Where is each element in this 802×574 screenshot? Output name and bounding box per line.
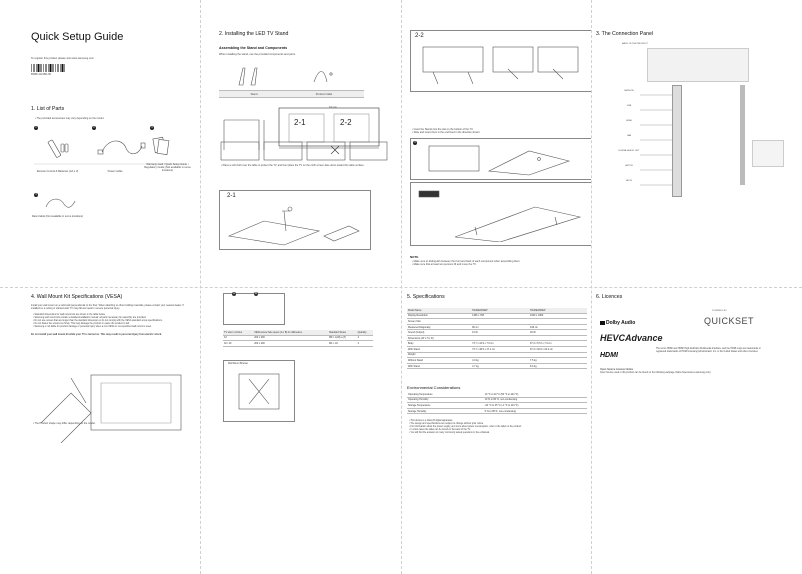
screw-illustration xyxy=(419,141,589,177)
table-header: TV size in inches xyxy=(223,330,253,335)
step-label: 2-1 xyxy=(294,118,306,127)
quickset-logo: QUICKSET xyxy=(704,316,755,326)
part-number: 4 xyxy=(35,193,37,196)
wall-mount-intro: Install your wall mount on a solid wall perpendicular to the floor. When attaching to other building materials, please contact your nearest dealer. If installed on a ceiling or slanted wall, TV may fall and result in severe personal injury. xyxy=(31,304,184,310)
remote-control-icon xyxy=(48,140,68,158)
step-label: 2-2 xyxy=(340,118,352,127)
wall-mount-bullets: • Standard dimensions for wall mount kits are shown in the table below. • Samsung wall mount kits contain a detailed installation manual; all parts necessary for assembly are provided. • Do not use screws that are longer than the standard dimension or do not comply with the VESA standard screw specifications. • Do not fasten the screws too firmly. This may damage the product or cause the product to fall. • Samsung is not liable for product damage or personal injury when a non-VESA or non-specified wall mount is used. xyxy=(33,314,163,328)
hevc-logo: HEVCAdvance xyxy=(600,333,663,343)
port-label: DIGITAL AUDIO OUT xyxy=(618,150,640,152)
data-cable-icon xyxy=(40,195,80,213)
page-title: Quick Setup Guide xyxy=(31,31,124,43)
wall-mount-footer: • The Product shape may differ depending on the model. xyxy=(33,422,96,425)
port-label: LAN xyxy=(626,135,632,137)
back-of-product-label: BACK OF THE PRODUCT xyxy=(622,43,648,45)
part-label: Power Cable xyxy=(107,170,123,173)
stand-parts-illustration xyxy=(219,60,369,90)
section-list-of-parts: 1. List of Parts xyxy=(31,106,65,112)
step-label: 2-1 xyxy=(227,193,236,199)
table-header-stand: Stand xyxy=(250,92,258,96)
hdmi-logo: HDMI xyxy=(600,352,618,359)
table-row: With Stand 4.7 kg 8.0 kg xyxy=(407,363,587,369)
dolby-icon xyxy=(600,321,605,325)
part-label: Warranty Card / Quick Setup Guide / Regulatory Guide (Not available in some locations) xyxy=(144,163,191,173)
callout: A xyxy=(233,292,235,295)
table-header: VESA screw hole specs (A x B) in millimetres xyxy=(253,330,328,335)
section-installing-stand: 2. Installing the LED TV Stand xyxy=(219,31,289,37)
parts-illustration xyxy=(34,130,184,165)
section-specifications: 5. Specifications xyxy=(407,294,445,300)
specs-table xyxy=(407,308,587,369)
env-table xyxy=(407,392,587,414)
step-illustration-box xyxy=(410,138,591,180)
table-header: HG32EJ690W xyxy=(471,308,529,313)
vesa-diagram xyxy=(223,293,285,325)
oss-text: Open Source used in this product can be found on the following webpage (https://opensource.samsung.com) xyxy=(600,372,711,374)
table-row: Measured Diagonally 80 cm 108 cm xyxy=(407,324,587,330)
table-header: HG43EJ690W xyxy=(529,308,587,313)
tv-standing-illustration xyxy=(415,187,587,242)
port-label: SERVICE xyxy=(624,90,634,92)
stand-bullets: • Insert the Stands into the slot on the bottom of the TV. • Slide and insert them in the end fixed in the direction shown. xyxy=(412,128,481,135)
tv-back-panel xyxy=(647,48,749,82)
port-label: USB xyxy=(626,105,632,107)
panel-quick-setup xyxy=(0,0,200,287)
side-info-box xyxy=(752,140,784,167)
power-cable-icon xyxy=(98,141,145,154)
port-lines xyxy=(622,85,682,195)
parts-note: • The provided accessories may vary depending on the model. xyxy=(35,117,105,120)
assembling-title: Assembling the Stand and Components xyxy=(219,46,288,50)
part-number: 3 xyxy=(151,126,153,129)
spec-bullets: • This device is a Class B digital apparatus. • The design and specifications are subject to change without prior notice. • For information about the power supply, and more about power consumption, refer to the label on the product. • In most cases the label can be found on the back of the TV. • You will find the answers to many commonly asked questions in the e-Manual. xyxy=(409,420,522,434)
stand-insert-illustration xyxy=(224,201,364,246)
table-header-cable: Product Cable xyxy=(315,92,333,96)
table-row: With Stand 73.7 x 48.5 x 17.1 cm 97.3 x 62.6 x 20.2 cm xyxy=(407,347,587,353)
part-label: Data Cable (Not available in some locations) xyxy=(31,215,84,218)
hdmi-text: The terms HDMI and HDMI High-Definition Multimedia Interface, and the HDMI Logo are trademarks or registered trademarks of HDMI Licensing Administrator, Inc. in the United States and other countries. xyxy=(656,348,761,353)
table-header: Quantity xyxy=(357,330,373,335)
wall-mount-illustration xyxy=(31,363,191,443)
note-title: NOTE xyxy=(410,255,419,259)
barcode xyxy=(31,64,65,72)
panel-vesa-table xyxy=(201,288,401,574)
table-header: Model Name xyxy=(407,308,471,313)
register-text: To register this product please visit www.samsung.com xyxy=(31,57,94,60)
table-header: Standard Screw xyxy=(328,330,357,335)
table-row: Operating Temperature 10 °C to 40 °C (50 °F to 104 °F) xyxy=(407,392,587,397)
table-row: Storage Humidity 5 % to 95 %, non-condensing xyxy=(407,408,587,414)
stand-slide-illustration xyxy=(413,39,589,89)
panel-connection xyxy=(592,0,802,287)
step-label: 2-2 xyxy=(415,33,424,39)
wall-bracket-label: Wall Mount Bracket xyxy=(228,363,248,365)
table-row: Storage Temperature -20 °C to 45 °C (-4 °F to 113 °F) xyxy=(407,403,587,409)
dimension-label: 16 mm xyxy=(329,106,337,109)
table-row: Without Stand 4.3 kg 7.5 kg xyxy=(407,358,587,364)
powered-by-label: POWERED BY xyxy=(712,310,727,312)
table-row: Screen Size xyxy=(407,319,587,325)
step-illustration-box xyxy=(219,190,371,250)
env-title: Environmental Considerations xyxy=(407,385,461,390)
tv-placement-note: • Place a soft cloth over the table to protect the TV, and then place the TV on the cloth screen-face down toward the table surface. xyxy=(221,164,365,167)
table-row: Operating Humidity 10 % to 80 %, non-condensing xyxy=(407,397,587,403)
panel-specifications xyxy=(402,288,591,574)
panel-stand-steps xyxy=(402,0,591,287)
part-number: 1 xyxy=(35,126,37,129)
step-number: 3 xyxy=(414,141,416,144)
section-wall-mount: 4. Wall Mount Kit Specifications (VESA) xyxy=(31,294,123,300)
step-illustration-box xyxy=(410,182,591,246)
table-row: Display Resolution 1366 x 768 1920 x 1080 xyxy=(407,313,587,319)
table-row: Sound (Output) 10 W 20 W xyxy=(407,330,587,336)
table-row: Weight xyxy=(407,352,587,358)
table-row: Body 73.7 x 43.9 x 7.6 cm 97.3 x 57.0 x 7.9 cm xyxy=(407,341,587,347)
bracket-illustration xyxy=(229,369,289,417)
port-label: AV IN xyxy=(626,180,632,182)
barcode-text: BN68-11415D-00 xyxy=(31,73,51,76)
table-row: 32 / 40 200 x 200 M4 × L8 4 xyxy=(223,341,373,347)
wall-bracket-box xyxy=(223,360,295,422)
port-label: ANT IN xyxy=(625,165,633,167)
step-illustration-box xyxy=(410,30,591,92)
table-row: Dimensions (W x H x D) xyxy=(407,335,587,341)
section-licences: 6. Licences xyxy=(596,294,623,300)
stand-parts-table xyxy=(219,90,364,98)
side-strip xyxy=(740,85,745,185)
panel-wall-mount xyxy=(0,288,200,574)
vesa-table xyxy=(223,330,373,347)
part-number: 2 xyxy=(93,126,95,129)
wall-mount-warning: Do not install your wall mount kit while your TV is turned on. This may result in personal injury from electric shock. xyxy=(31,333,162,336)
oss-title: Open Source Licence Notice xyxy=(600,368,634,371)
assembling-text: When installing the stand, use the provided components and parts. xyxy=(219,53,296,56)
part-label: Remote Control & Batteries (AA x 2) xyxy=(36,170,79,173)
note-list: • Make sure to distinguish between the front and back of each component when assembling them. • Make sure that at least two persons lift and move the TV. xyxy=(412,260,521,267)
section-connection-panel: 3. The Connection Panel xyxy=(596,31,654,37)
panel-installing-stand xyxy=(201,0,401,287)
port-label: HDMI xyxy=(626,120,632,122)
tv-placement-steps xyxy=(219,140,389,162)
panel-licences xyxy=(592,288,802,574)
dolby-logo: Dolby Audio xyxy=(600,320,635,326)
table-row: 43 200 x 200 M8 × L(W)+L(T) 4 xyxy=(223,335,373,341)
document-icon xyxy=(153,137,169,154)
callout: B xyxy=(255,292,257,295)
